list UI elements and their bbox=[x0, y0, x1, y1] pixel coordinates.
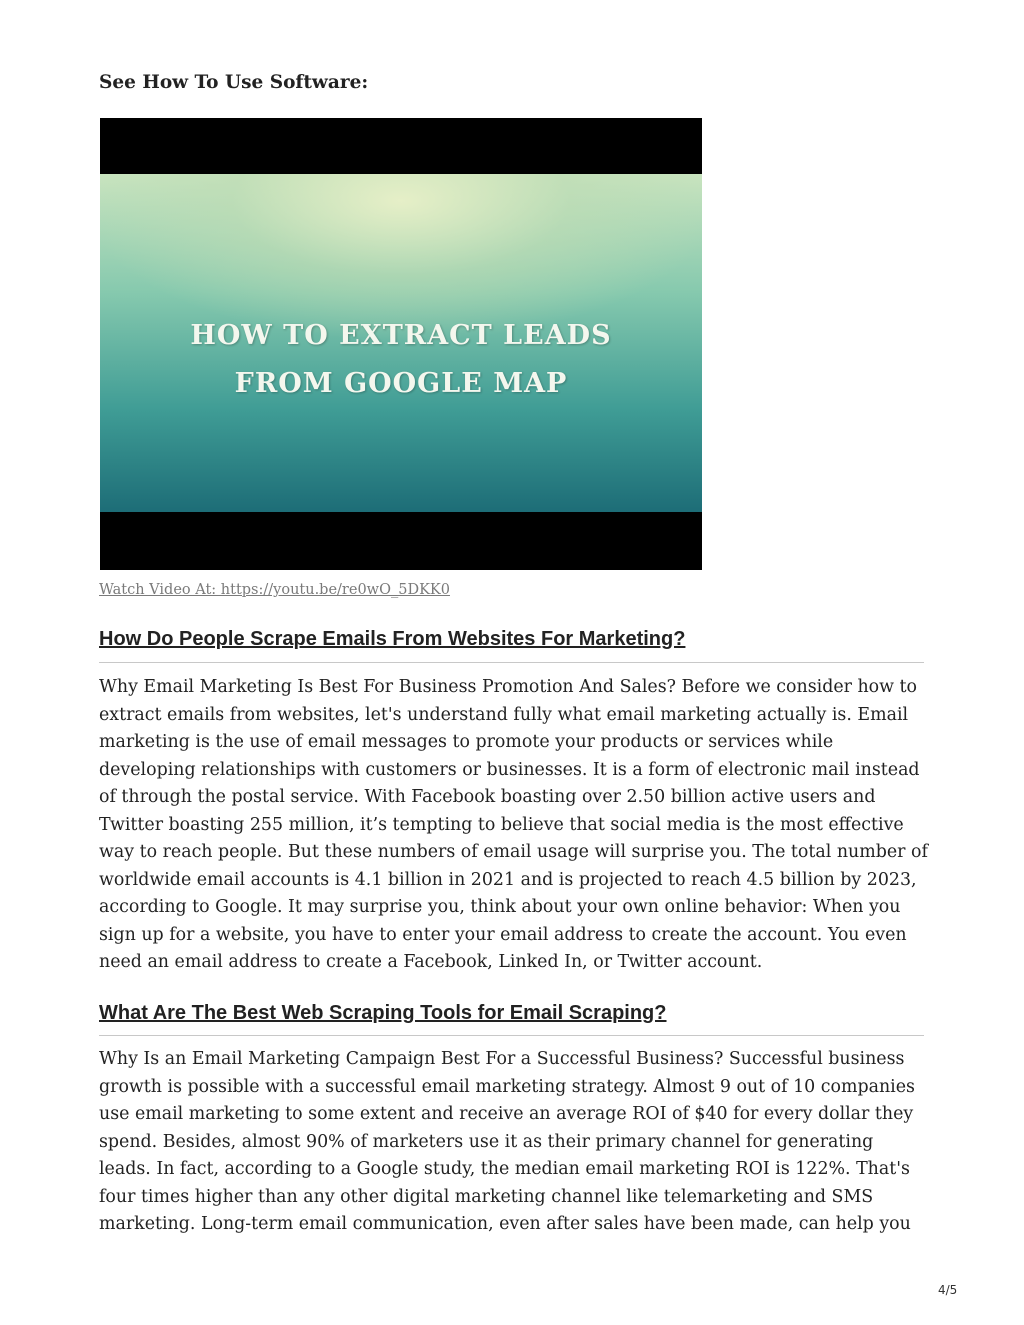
video-title bbox=[100, 312, 702, 408]
section-divider bbox=[99, 1035, 924, 1036]
video-link[interactable]: Watch Video At: https://youtu.be/re0wO_5DKK0 bbox=[99, 582, 450, 598]
section-paragraph-scrape-emails: Why Email Marketing Is Best For Business Promotion And Sales? Before we consider how to extract emails from websites, let's understand fully what email marketing actually is. Email marketing is the use of email messages to promote your products or services while developing relationships with customers or businesses. It is a form of electronic mail instead of through the postal service. With Facebook boasting over 2.50 billion active users and Twitter boasting 255 million, it’s tempting to believe that social media is the most effective way to reach people. But these numbers of email usage will surprise you. The total number of worldwide email accounts is 4.1 billion in 2021 and is projected to reach 4.5 billion by 2023, according to Google. It may surprise you, think about your own online behavior: When you sign up for a website, you have to enter your email address to create the account. You even need an email address to create a Facebook, Linked In, or Twitter account. bbox=[99, 677, 928, 972]
video-title-line-1: HOW TO EXTRACT LEADS bbox=[190, 320, 612, 351]
video-player[interactable] bbox=[100, 118, 702, 570]
section-divider bbox=[99, 662, 924, 663]
page-number: 4/5 bbox=[938, 1283, 958, 1297]
section-heading-scrape-emails[interactable]: How Do People Scrape Emails From Websites For Marketing? bbox=[99, 628, 686, 650]
intro-heading: See How To Use Software: bbox=[99, 72, 369, 93]
section-heading-scraping-tools[interactable]: What Are The Best Web Scraping Tools for Email Scraping? bbox=[99, 1002, 667, 1024]
video-title-line-2: FROM GOOGLE MAP bbox=[234, 368, 568, 399]
video-thumbnail[interactable] bbox=[100, 174, 702, 512]
section-paragraph-scraping-tools: Why Is an Email Marketing Campaign Best For a Successful Business? Successful business growth is possible with a successful email marketing strategy. Almost 9 out of 10 companies use email marketing to some extent and receive an average ROI of $40 for every dollar they spend. Besides, almost 90% of marketers use it as their primary channel for generating leads. In fact, according to a Google study, the median email marketing ROI is 122%. That's four times higher than any other digital marketing channel like telemarketing and SMS marketing. Long-term email communication, even after sales have been made, can help you bbox=[99, 1049, 915, 1234]
